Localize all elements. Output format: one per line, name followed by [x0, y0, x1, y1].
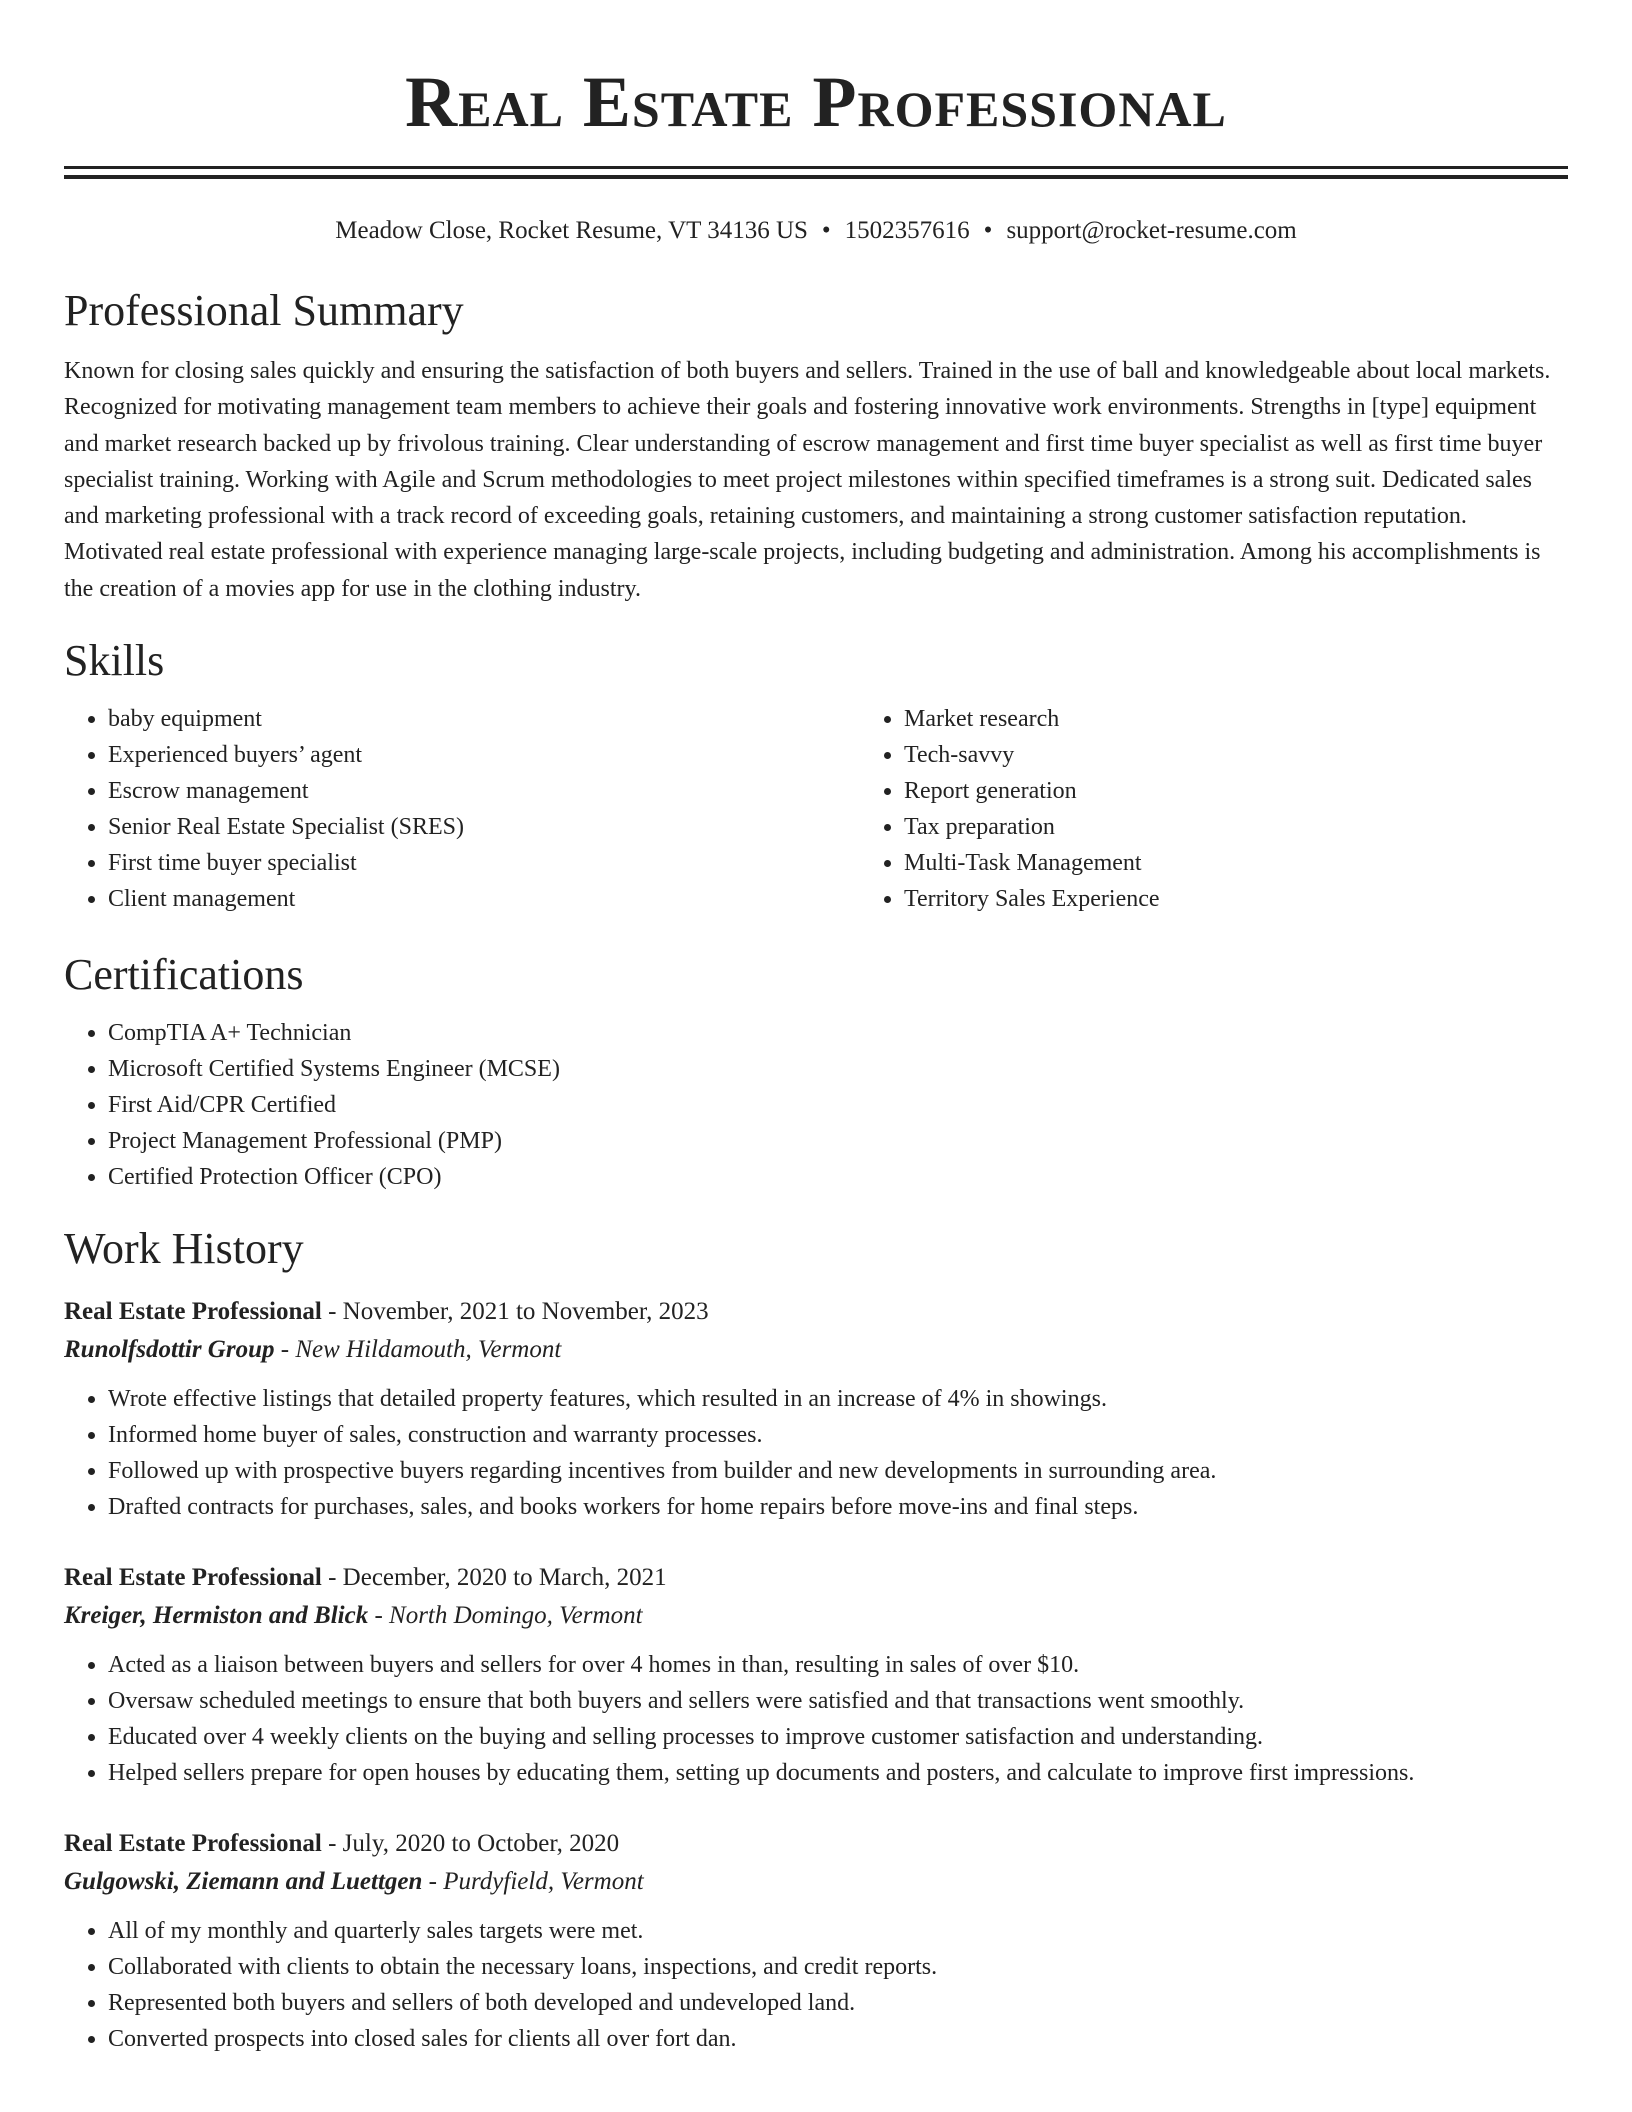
job-bullet: • Drafted contracts for purchases, sales, and books workers for home repairs before move-ins and final steps.	[108, 1489, 1568, 1525]
job-bullet: • Wrote effective listings that detailed property features, which resulted in an increase of 4% in showings.	[108, 1381, 1568, 1417]
skill-item: • First time buyer specialist	[108, 845, 860, 881]
skills-section	[64, 635, 1568, 917]
job-bullet: • Helped sellers prepare for open houses by educating them, setting up documents and posters, and calculate to improve first impressions.	[108, 1755, 1568, 1791]
certifications-section	[64, 949, 1568, 1195]
job-employer	[64, 1331, 1568, 1369]
job-bullet: • Collaborated with clients to obtain the necessary loans, inspections, and credit reports.	[108, 1949, 1568, 1985]
job-location: Purdyfield, Vermont	[443, 1868, 644, 1896]
job-company: Gulgowski, Ziemann and Luettgen	[64, 1868, 423, 1896]
job-bullets	[64, 1647, 1568, 1791]
skills-heading: Skills	[64, 636, 165, 686]
certification-item: • Certified Protection Officer (CPO)	[108, 1159, 1568, 1195]
contact-line	[64, 215, 1568, 247]
certifications-list	[64, 1015, 1568, 1195]
job-dates: December, 2020 to March, 2021	[342, 1564, 667, 1592]
skills-left-list	[64, 701, 860, 917]
summary-section	[64, 285, 1568, 607]
job-bullet: • Educated over 4 weekly clients on the buying and selling processes to improve customer satisfaction and understanding.	[108, 1719, 1568, 1755]
job-dash: -	[321, 1830, 343, 1858]
skill-item: • Escrow management	[108, 773, 860, 809]
contact-address: Meadow Close, Rocket Resume, VT 34136 US	[335, 217, 808, 244]
job-title: Real Estate Professional	[64, 1298, 322, 1326]
job-bullets	[64, 1381, 1568, 1525]
skill-item: • Client management	[108, 881, 860, 917]
job-bullet: • Represented both buyers and sellers of both developed and undeveloped land.	[108, 1985, 1568, 2021]
job-bullet: • Converted prospects into closed sales for clients all over fort dan.	[108, 2021, 1568, 2057]
job-bullets	[64, 1913, 1568, 2057]
job-dash: -	[274, 1336, 296, 1364]
job-dash: -	[321, 1564, 343, 1592]
contact-phone: 1502357616	[844, 217, 970, 244]
job-company: Kreiger, Hermiston and Blick	[64, 1602, 369, 1630]
skill-item: • Experienced buyers’ agent	[108, 737, 860, 773]
skill-item: • Tax preparation	[904, 809, 1632, 845]
job-company: Runolfsdottir Group	[64, 1336, 275, 1364]
certification-item: • First Aid/CPR Certified	[108, 1087, 1568, 1123]
summary-text: Known for closing sales quickly and ensuring the satisfaction of both buyers and sellers. Trained in the use of ball and knowledgeable about local markets. Recognized for motivating management team members to achieve their goals and fostering innovative work environments. Strengths in [type] equipment and market research backed up by frivolous training. Clear understanding of escrow management and first time buyer specialist as well as first time buyer specialist training. Working with Agile and Scrum methodologies to meet project milestones within specified timeframes is a strong suit. Dedicated sales and marketing professional with a track record of exceeding goals, retaining customers, and maintaining a strong customer satisfaction reputation. Motivated real estate professional with experience managing large-scale projects, including budgeting and administration. Among his accomplishments is the creation of a movies app for use in the clothing industry.	[64, 358, 1551, 602]
job-bullet: • Acted as a liaison between buyers and sellers for over 4 homes in than, resulting in sales of over $10.	[108, 1647, 1568, 1683]
certification-item: • CompTIA A+ Technician	[108, 1015, 1568, 1051]
skill-item: • Multi-Task Management	[904, 845, 1632, 881]
job-bullet: • All of my monthly and quarterly sales targets were met.	[108, 1913, 1568, 1949]
job-entry	[64, 1293, 1568, 1525]
job-dash: -	[321, 1298, 343, 1326]
job-header	[64, 1559, 1568, 1597]
job-dates: July, 2020 to October, 2020	[342, 1830, 620, 1858]
work-history-section	[64, 1223, 1568, 2057]
skill-item: • Territory Sales Experience	[904, 881, 1632, 917]
title-divider-bottom	[64, 175, 1568, 179]
job-bullet: • Oversaw scheduled meetings to ensure that both buyers and sellers were satisfied and that transactions went smoothly.	[108, 1683, 1568, 1719]
skill-item: • baby equipment	[108, 701, 860, 737]
certification-item: • Project Management Professional (PMP)	[108, 1123, 1568, 1159]
job-employer	[64, 1863, 1568, 1901]
job-bullet: • Informed home buyer of sales, construction and warranty processes.	[108, 1417, 1568, 1453]
title-divider-top	[64, 166, 1568, 169]
skills-columns	[64, 701, 1568, 917]
job-entry	[64, 1825, 1568, 2057]
job-entry	[64, 1559, 1568, 1791]
skill-item: • Market research	[904, 701, 1632, 737]
contact-separator: •	[821, 217, 831, 244]
resume-title: Real Estate Professional	[405, 62, 1227, 142]
job-dash: -	[368, 1602, 390, 1630]
summary-heading: Professional Summary	[64, 286, 464, 335]
job-location: North Domingo, Vermont	[389, 1602, 643, 1630]
work-history-heading: Work History	[64, 1224, 304, 1274]
job-header	[64, 1825, 1568, 1863]
skill-item: • Report generation	[904, 773, 1632, 809]
job-location: New Hildamouth, Vermont	[295, 1336, 562, 1364]
certifications-heading: Certifications	[64, 950, 304, 1000]
certification-item: • Microsoft Certified Systems Engineer (MCSE)	[108, 1051, 1568, 1087]
job-employer	[64, 1597, 1568, 1635]
skill-item: • Senior Real Estate Specialist (SRES)	[108, 809, 860, 845]
contact-email: support@rocket-resume.com	[1006, 217, 1297, 244]
contact-separator: •	[983, 217, 993, 244]
skill-item: • Tech-savvy	[904, 737, 1632, 773]
job-bullet: • Followed up with prospective buyers regarding incentives from builder and new developments in surrounding area.	[108, 1453, 1568, 1489]
job-title: Real Estate Professional	[64, 1564, 322, 1592]
job-header	[64, 1293, 1568, 1331]
job-dash: -	[422, 1868, 444, 1896]
skills-right-list	[860, 701, 1632, 917]
job-dates: November, 2021 to November, 2023	[342, 1298, 709, 1326]
job-title: Real Estate Professional	[64, 1830, 322, 1858]
